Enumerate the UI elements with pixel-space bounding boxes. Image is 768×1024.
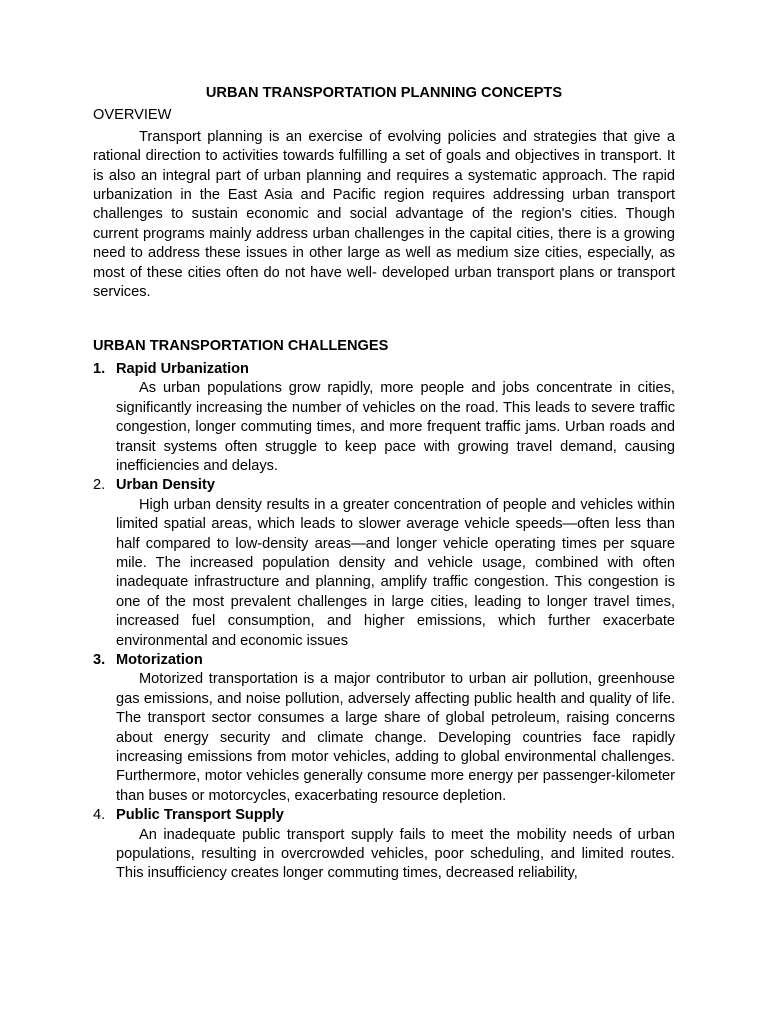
list-item-title: Public Transport Supply [116, 807, 284, 824]
list-item-title: Motorization [116, 651, 203, 668]
list-item-body: An inadequate public transport supply fails to meet the mobility needs of urban populations, resulting in overcrowded vehicles, poor scheduling, and limited routes. This insufficiency creates longer commuting times, decreased reliability, [116, 826, 675, 882]
section-heading: URBAN TRANSPORTATION CHALLENGES [93, 338, 389, 355]
list-item-body: High urban density results in a greater concentration of people and vehicles within limited spatial areas, which leads to slower average vehicle speeds—often less than half compared to low-density areas—and longer vehicle operating times per square mile. The increased population density and vehicle usage, combined with often inadequate infrastructure and planning, amplify traffic congestion. This congestion is one of the most prevalent challenges in large cities, leading to longer travel times, increased fuel consumption, and higher emissions, which further exacerbate environmental and economic issues [116, 496, 675, 649]
document-page [93, 84, 675, 884]
list-item-number: 1. [93, 360, 106, 377]
list-item-title: Urban Density [116, 477, 215, 494]
list-item-number: 4. [93, 807, 106, 824]
list-item-public-transport-supply [93, 806, 675, 884]
list-item-number: 2. [93, 477, 106, 494]
list-item-rapid-urbanization [93, 360, 675, 476]
list-item-body: As urban populations grow rapidly, more people and jobs concentrate in cities, significantly increasing the number of vehicles on the road. This leads to severe traffic congestion, longer commuting times, and more frequent traffic jams. Urban roads and transit systems often struggle to keep pace with growing travel demand, causing inefficiencies and delays. [116, 380, 675, 474]
list-item-motorization [93, 651, 675, 806]
list-item-number: 3. [93, 651, 106, 668]
list-item-urban-density [93, 476, 675, 651]
list-item-title: Rapid Urbanization [116, 360, 249, 377]
overview-paragraph: Transport planning is an exercise of evolving policies and strategies that give a rational direction to activities towards fulfilling a set of goals and objectives in transport. It is also an integral part of urban planning and requires a systematic approach. The rapid urbanization in the East Asia and Pacific region requires addressing urban transport challenges to sustain economic and social advantage of the region's cities. Though current programs mainly address urban challenges in the capital cities, there is a growing need to address these issues in other large as well as medium size cities, especially, as most of these cities often do not have well- developed urban transport plans or transport services. [93, 128, 675, 301]
overview-label: OVERVIEW [93, 107, 172, 124]
list-item-body: Motorized transportation is a major contributor to urban air pollution, greenhouse gas emissions, and noise pollution, adversely affecting public health and quality of life. The transport sector consumes a large share of global petroleum, raising concerns about energy security and climate change. Developing countries face rapidly increasing emissions from motor vehicles, adding to global environmental challenges. Furthermore, motor vehicles generally consume more energy per passenger-kilometer than buses or motorcycles, exacerbating resource depletion. [116, 671, 675, 804]
document-title: URBAN TRANSPORTATION PLANNING CONCEPTS [205, 85, 563, 101]
